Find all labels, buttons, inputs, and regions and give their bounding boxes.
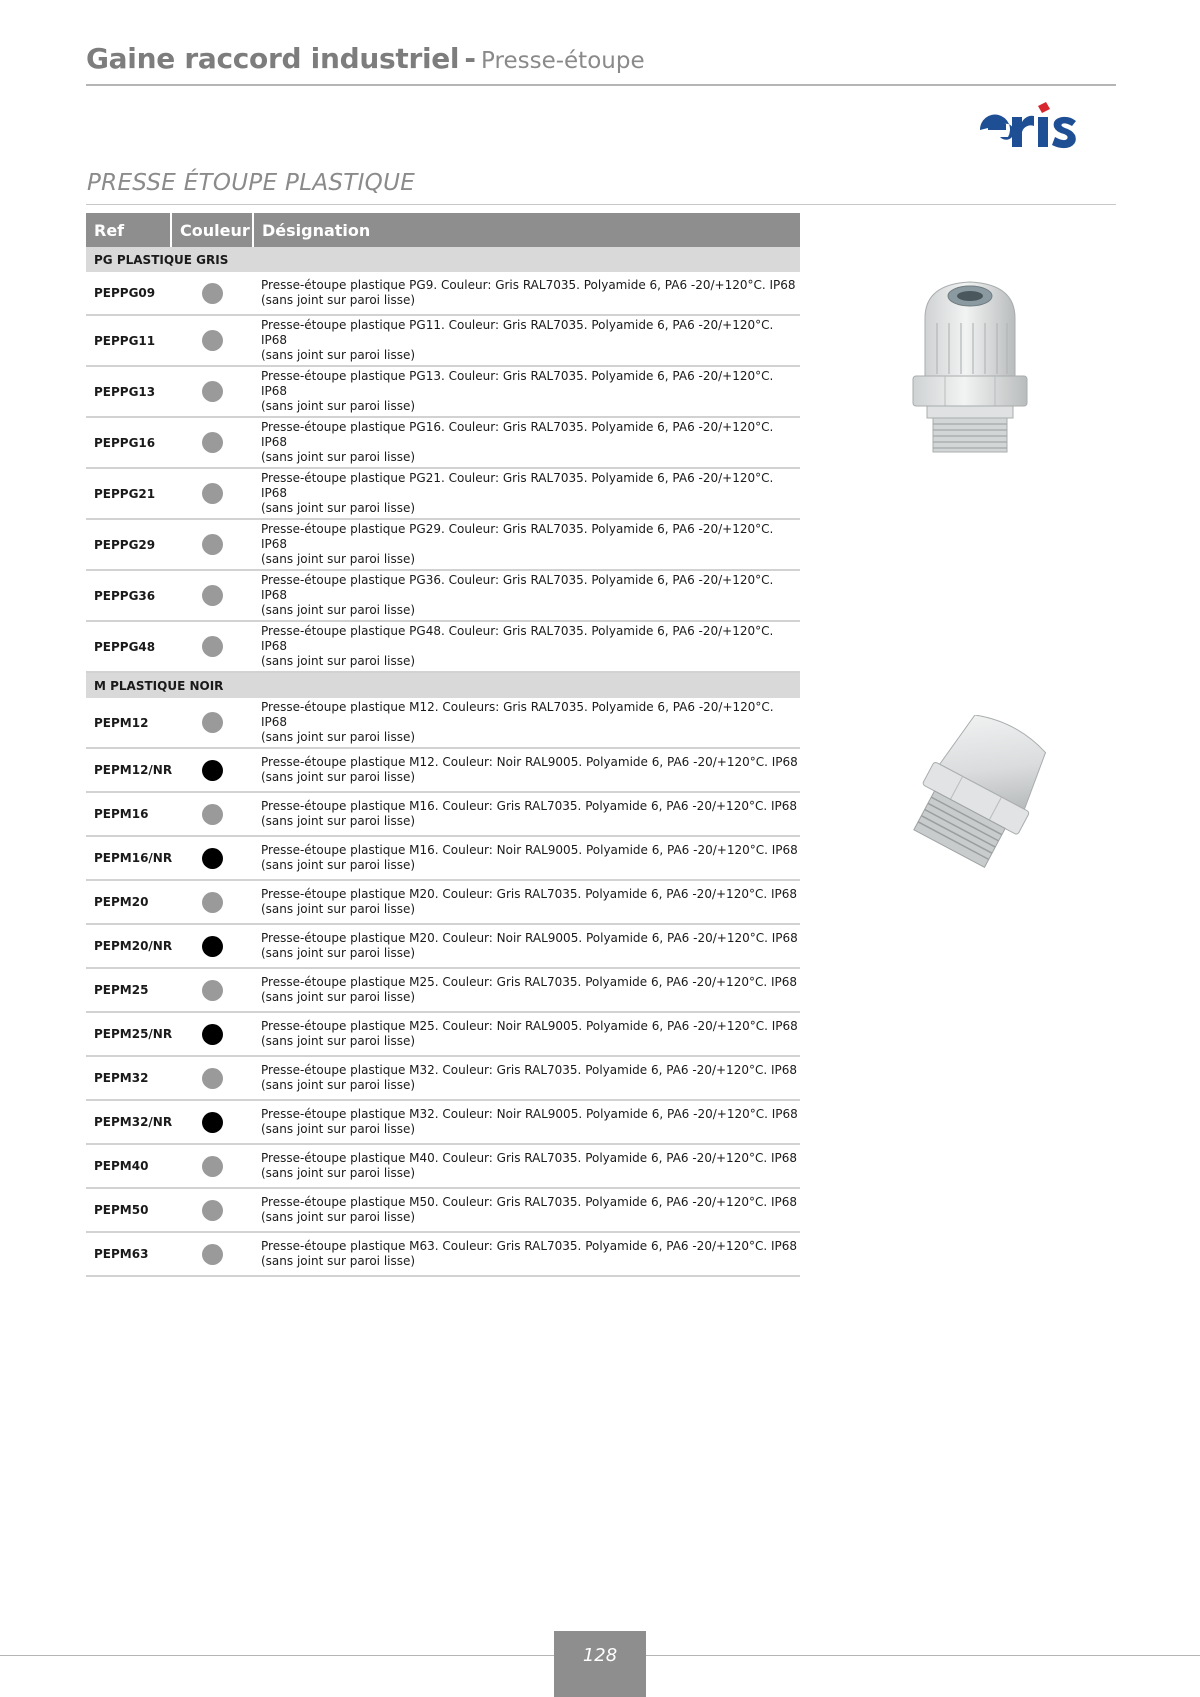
- color-cell: [171, 272, 253, 315]
- color-cell: [171, 836, 253, 880]
- header-subtitle: Presse-étoupe: [481, 48, 645, 74]
- designation-line: Presse-étoupe plastique M32. Couleur: Gris RAL7035. Polyamide 6, PA6 -20/+120°C. IP68: [261, 1063, 798, 1077]
- color-swatch-gris: [202, 585, 223, 606]
- color-swatch-gris: [202, 1244, 223, 1265]
- color-cell: [171, 366, 253, 417]
- designation-cell: [253, 924, 800, 968]
- designation-note: (sans joint sur paroi lisse): [261, 293, 416, 307]
- color-swatch-gris: [202, 432, 223, 453]
- designation-note: (sans joint sur paroi lisse): [261, 1122, 416, 1136]
- designation-note: (sans joint sur paroi lisse): [261, 730, 416, 744]
- table-row: [86, 1144, 800, 1188]
- table-row: [86, 836, 800, 880]
- ref-cell: PEPM20: [86, 880, 171, 924]
- designation-cell: [253, 792, 800, 836]
- color-cell: [171, 1144, 253, 1188]
- designation-note: (sans joint sur paroi lisse): [261, 1034, 416, 1048]
- designation-line: Presse-étoupe plastique M16. Couleur: Gris RAL7035. Polyamide 6, PA6 -20/+120°C. IP68: [261, 799, 798, 813]
- color-swatch-noir: [202, 848, 223, 869]
- group-header-row: [86, 672, 800, 698]
- color-swatch-gris: [202, 804, 223, 825]
- ref-cell: PEPM12/NR: [86, 748, 171, 792]
- designation-line: Presse-étoupe plastique M12. Couleurs: Gris RAL7035. Polyamide 6, PA6 -20/+120°C. IP68: [261, 700, 774, 729]
- color-swatch-noir: [202, 1112, 223, 1133]
- table-row: [86, 924, 800, 968]
- designation-note: (sans joint sur paroi lisse): [261, 348, 416, 362]
- ref-cell: PEPM12: [86, 698, 171, 748]
- table-row: [86, 968, 800, 1012]
- color-swatch-gris: [202, 1200, 223, 1221]
- page-number: 128: [554, 1631, 646, 1697]
- color-cell: [171, 1232, 253, 1276]
- header-divider: [86, 84, 1116, 86]
- table-row: [86, 272, 800, 315]
- designation-cell: [253, 698, 800, 748]
- table-header-row: [86, 213, 800, 247]
- color-swatch-gris: [202, 381, 223, 402]
- designation-line: Presse-étoupe plastique PG16. Couleur: Gris RAL7035. Polyamide 6, PA6 -20/+120°C. IP68: [261, 420, 774, 449]
- designation-cell: [253, 570, 800, 621]
- designation-line: Presse-étoupe plastique M16. Couleur: Noir RAL9005. Polyamide 6, PA6 -20/+120°C. IP68: [261, 843, 798, 857]
- product-photo-pg-gland: [905, 278, 1035, 458]
- designation-note: (sans joint sur paroi lisse): [261, 1210, 416, 1224]
- color-cell: [171, 570, 253, 621]
- ref-cell: PEPPG13: [86, 366, 171, 417]
- designation-line: Presse-étoupe plastique M12. Couleur: Noir RAL9005. Polyamide 6, PA6 -20/+120°C. IP68: [261, 755, 798, 769]
- ref-cell: PEPPG36: [86, 570, 171, 621]
- color-cell: [171, 621, 253, 672]
- designation-line: Presse-étoupe plastique PG9. Couleur: Gris RAL7035. Polyamide 6, PA6 -20/+120°C. IP68: [261, 278, 796, 292]
- product-table: [86, 213, 800, 1277]
- designation-note: (sans joint sur paroi lisse): [261, 501, 416, 515]
- ref-cell: PEPPG11: [86, 315, 171, 366]
- color-swatch-noir: [202, 760, 223, 781]
- ref-cell: PEPPG16: [86, 417, 171, 468]
- designation-note: (sans joint sur paroi lisse): [261, 1254, 416, 1268]
- designation-line: Presse-étoupe plastique M40. Couleur: Gris RAL7035. Polyamide 6, PA6 -20/+120°C. IP68: [261, 1151, 798, 1165]
- designation-note: (sans joint sur paroi lisse): [261, 552, 416, 566]
- table-row: [86, 880, 800, 924]
- table-row: [86, 570, 800, 621]
- color-cell: [171, 792, 253, 836]
- designation-line: Presse-étoupe plastique M25. Couleur: Gris RAL7035. Polyamide 6, PA6 -20/+120°C. IP68: [261, 975, 798, 989]
- color-cell: [171, 1056, 253, 1100]
- color-swatch-gris: [202, 1068, 223, 1089]
- ref-cell: PEPM25: [86, 968, 171, 1012]
- group-label: PG PLASTIQUE GRIS: [86, 247, 800, 272]
- designation-line: Presse-étoupe plastique M25. Couleur: Noir RAL9005. Polyamide 6, PA6 -20/+120°C. IP68: [261, 1019, 798, 1033]
- designation-cell: [253, 1144, 800, 1188]
- designation-line: Presse-étoupe plastique M32. Couleur: Noir RAL9005. Polyamide 6, PA6 -20/+120°C. IP68: [261, 1107, 798, 1121]
- section-divider: [86, 204, 1116, 205]
- table-row: [86, 698, 800, 748]
- designation-line: Presse-étoupe plastique PG48. Couleur: Gris RAL7035. Polyamide 6, PA6 -20/+120°C. IP68: [261, 624, 774, 653]
- eris-logo: [976, 100, 1080, 150]
- color-cell: [171, 698, 253, 748]
- designation-line: Presse-étoupe plastique PG11. Couleur: Gris RAL7035. Polyamide 6, PA6 -20/+120°C. IP68: [261, 318, 774, 347]
- color-swatch-gris: [202, 980, 223, 1001]
- table-row: [86, 1012, 800, 1056]
- designation-note: (sans joint sur paroi lisse): [261, 902, 416, 916]
- color-cell: [171, 519, 253, 570]
- group-header-row: [86, 247, 800, 272]
- ref-cell: PEPPG48: [86, 621, 171, 672]
- designation-cell: [253, 836, 800, 880]
- section-title: PRESSE ÉTOUPE PLASTIQUE: [87, 170, 416, 196]
- color-swatch-gris: [202, 712, 223, 733]
- designation-line: Presse-étoupe plastique M20. Couleur: Gris RAL7035. Polyamide 6, PA6 -20/+120°C. IP68: [261, 887, 798, 901]
- color-cell: [171, 315, 253, 366]
- ref-cell: PEPPG21: [86, 468, 171, 519]
- column-header-couleur: Couleur: [171, 213, 253, 247]
- color-swatch-noir: [202, 1024, 223, 1045]
- color-cell: [171, 1100, 253, 1144]
- table-row: [86, 792, 800, 836]
- ref-cell: PEPM20/NR: [86, 924, 171, 968]
- ref-cell: PEPPG09: [86, 272, 171, 315]
- designation-cell: [253, 417, 800, 468]
- ref-cell: PEPM50: [86, 1188, 171, 1232]
- designation-cell: [253, 1012, 800, 1056]
- designation-cell: [253, 621, 800, 672]
- designation-cell: [253, 1188, 800, 1232]
- ref-cell: PEPPG29: [86, 519, 171, 570]
- table-row: [86, 748, 800, 792]
- ref-cell: PEPM40: [86, 1144, 171, 1188]
- designation-cell: [253, 880, 800, 924]
- color-swatch-gris: [202, 483, 223, 504]
- designation-cell: [253, 748, 800, 792]
- designation-line: Presse-étoupe plastique PG36. Couleur: Gris RAL7035. Polyamide 6, PA6 -20/+120°C. IP68: [261, 573, 774, 602]
- color-cell: [171, 417, 253, 468]
- designation-line: Presse-étoupe plastique M63. Couleur: Gris RAL7035. Polyamide 6, PA6 -20/+120°C. IP68: [261, 1239, 798, 1253]
- header-separator: -: [464, 42, 476, 75]
- column-header-designation: Désignation: [253, 213, 800, 247]
- designation-note: (sans joint sur paroi lisse): [261, 450, 416, 464]
- color-cell: [171, 924, 253, 968]
- designation-cell: [253, 968, 800, 1012]
- designation-line: Presse-étoupe plastique M20. Couleur: Noir RAL9005. Polyamide 6, PA6 -20/+120°C. IP68: [261, 931, 798, 945]
- color-swatch-gris: [202, 1156, 223, 1177]
- designation-note: (sans joint sur paroi lisse): [261, 654, 416, 668]
- group-label: M PLASTIQUE NOIR: [86, 672, 800, 698]
- color-cell: [171, 1012, 253, 1056]
- table-row: [86, 366, 800, 417]
- designation-line: Presse-étoupe plastique PG13. Couleur: Gris RAL7035. Polyamide 6, PA6 -20/+120°C. IP68: [261, 369, 774, 398]
- color-swatch-gris: [202, 534, 223, 555]
- designation-cell: [253, 1056, 800, 1100]
- color-cell: [171, 748, 253, 792]
- designation-note: (sans joint sur paroi lisse): [261, 990, 416, 1004]
- table-row: [86, 1188, 800, 1232]
- table-row: [86, 1100, 800, 1144]
- designation-note: (sans joint sur paroi lisse): [261, 814, 416, 828]
- designation-cell: [253, 468, 800, 519]
- table-body: [86, 247, 800, 1276]
- designation-cell: [253, 366, 800, 417]
- color-cell: [171, 468, 253, 519]
- table-row: [86, 519, 800, 570]
- designation-note: (sans joint sur paroi lisse): [261, 603, 416, 617]
- designation-cell: [253, 315, 800, 366]
- designation-note: (sans joint sur paroi lisse): [261, 399, 416, 413]
- ref-cell: PEPM32/NR: [86, 1100, 171, 1144]
- color-swatch-gris: [202, 892, 223, 913]
- designation-cell: [253, 1232, 800, 1276]
- ref-cell: PEPM25/NR: [86, 1012, 171, 1056]
- table-row: [86, 621, 800, 672]
- designation-note: (sans joint sur paroi lisse): [261, 858, 416, 872]
- designation-note: (sans joint sur paroi lisse): [261, 770, 416, 784]
- table-row: [86, 315, 800, 366]
- ref-cell: PEPM16: [86, 792, 171, 836]
- ref-cell: PEPM32: [86, 1056, 171, 1100]
- color-cell: [171, 880, 253, 924]
- ref-cell: PEPM16/NR: [86, 836, 171, 880]
- color-swatch-gris: [202, 283, 223, 304]
- designation-note: (sans joint sur paroi lisse): [261, 1078, 416, 1092]
- designation-cell: [253, 519, 800, 570]
- color-swatch-gris: [202, 330, 223, 351]
- table-row: [86, 1232, 800, 1276]
- color-swatch-gris: [202, 636, 223, 657]
- table-row: [86, 468, 800, 519]
- color-cell: [171, 1188, 253, 1232]
- header-title: Gaine raccord industriel: [86, 42, 460, 75]
- designation-note: (sans joint sur paroi lisse): [261, 1166, 416, 1180]
- column-header-ref: Ref: [86, 213, 171, 247]
- color-swatch-noir: [202, 936, 223, 957]
- page-header: [86, 42, 1116, 75]
- designation-cell: [253, 272, 800, 315]
- designation-line: Presse-étoupe plastique PG29. Couleur: Gris RAL7035. Polyamide 6, PA6 -20/+120°C. IP68: [261, 522, 774, 551]
- product-photo-m-gland: [895, 715, 1055, 885]
- table-row: [86, 417, 800, 468]
- designation-line: Presse-étoupe plastique M50. Couleur: Gris RAL7035. Polyamide 6, PA6 -20/+120°C. IP68: [261, 1195, 798, 1209]
- designation-cell: [253, 1100, 800, 1144]
- table-row: [86, 1056, 800, 1100]
- color-cell: [171, 968, 253, 1012]
- ref-cell: PEPM63: [86, 1232, 171, 1276]
- designation-note: (sans joint sur paroi lisse): [261, 946, 416, 960]
- designation-line: Presse-étoupe plastique PG21. Couleur: Gris RAL7035. Polyamide 6, PA6 -20/+120°C. IP68: [261, 471, 774, 500]
